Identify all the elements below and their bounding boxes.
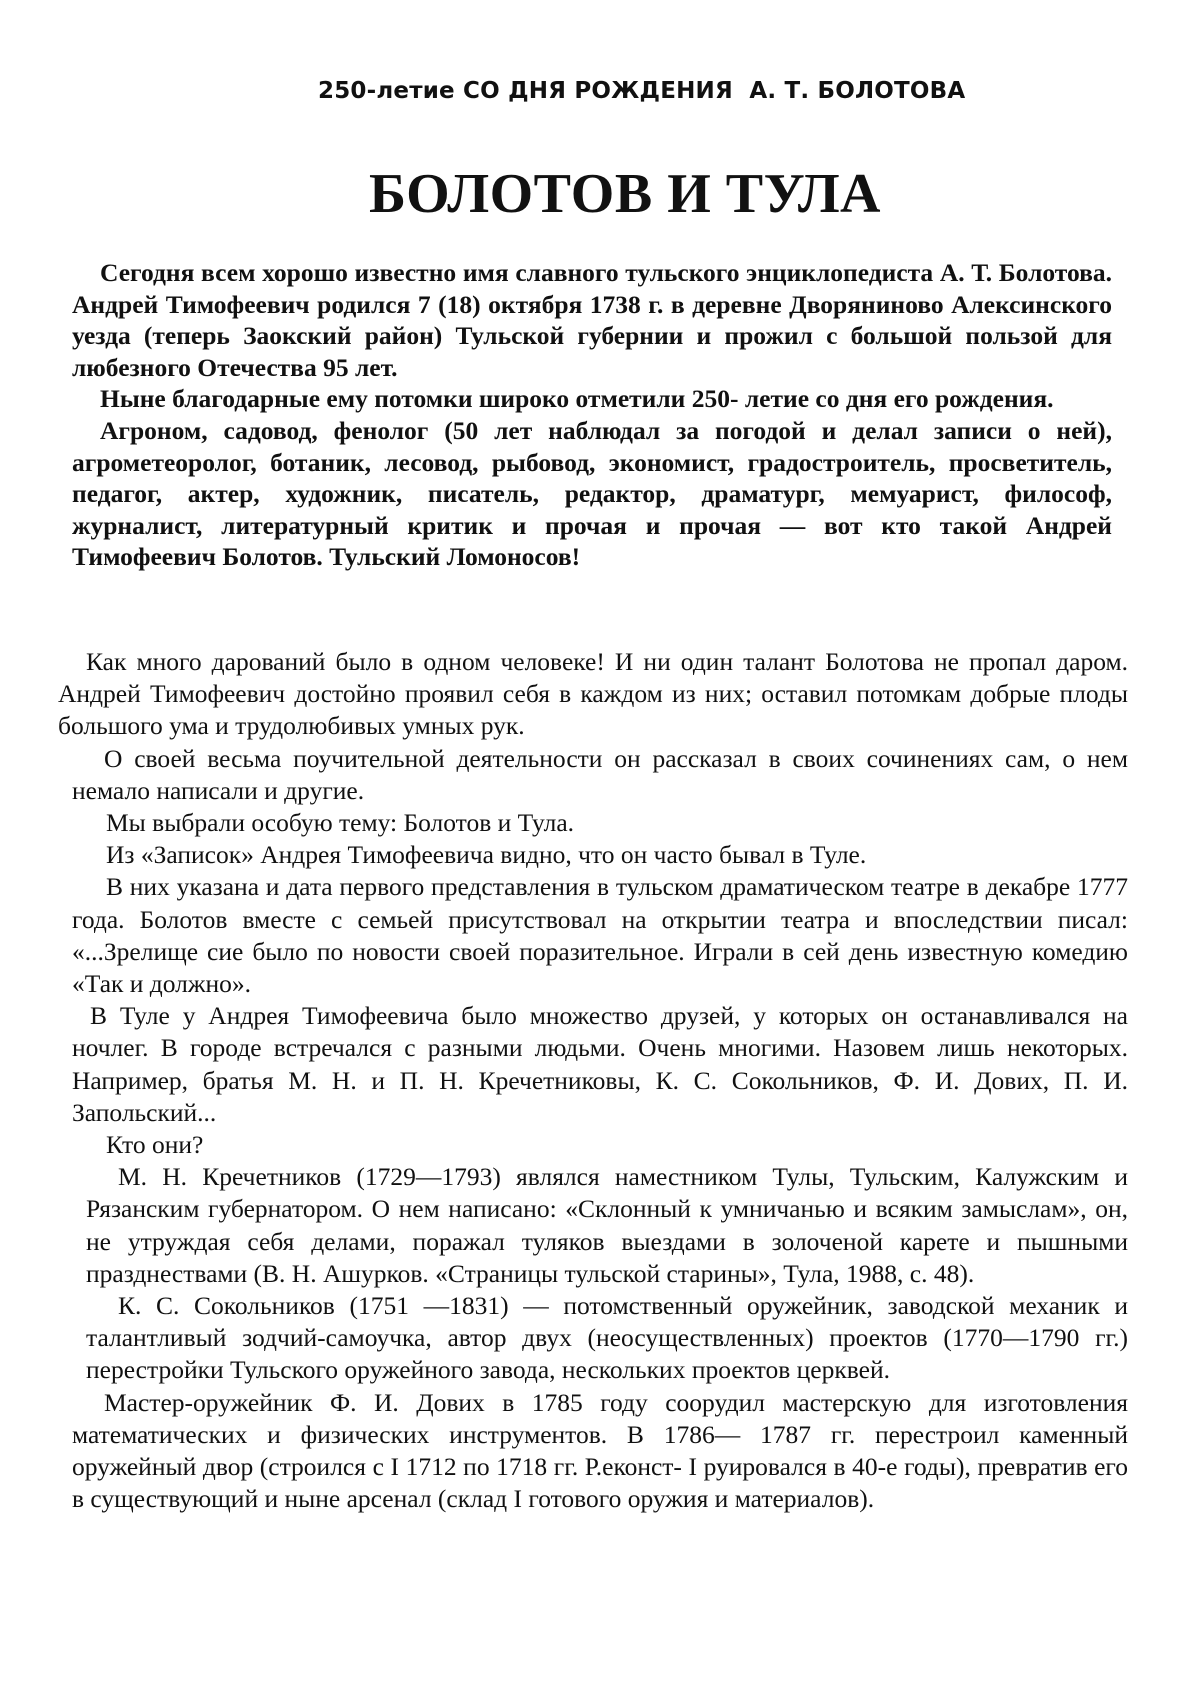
body-paragraph: М. Н. Кречетников (1729—1793) являлся наместником Тулы, Тульским, Калужским и Рязанским губернатором. О нем написано: «Склонный к умничанью и всяким замыслам», он, не утруждая себя делами, поражал туляков выездами в золоченой карете и пышными празднествами (В. Н. Ашурков. «Страницы тульской старины», Тула, 1988, с. 48). xyxy=(86,1162,1128,1288)
anniversary-kicker: 250-летие СО ДНЯ РОЖДЕНИЯ А. Т. БОЛОТОВА xyxy=(318,78,966,104)
body-paragraph: В них указана и дата первого представления в тульском драматическом театре в декабре 1777 года. Болотов вместе с семьей присутствовал на открытии театра и впоследствии писал: «...Зрелище сие было по новости своей поразительное. Играли в сей день известную комедию «Так и должно». xyxy=(72,872,1128,999)
body-paragraph: Мастер-оружейник Ф. И. Дових в 1785 году соорудил мастерскую для изготовления математических и физических инструментов. В 1786— 1787 гг. перестроил каменный оружейный двор (строился с I 1712 по 1718 гг. Р.еконст- I руировался в 40-е годы), превратив его в существующий и ныне арсенал (склад I готового оружия и материалов). xyxy=(72,1387,1128,1514)
lead-paragraph: Сегодня всем хорошо известно имя славного тульского энциклопедиста А. Т. Болотова. Андрей Тимофеевич родился 7 (18) октября 1738 г. в деревне Дворяниново Алексинского уезда (теперь Заокский район) Тульской губернии и прожил с большой пользой для любезного Отечества 95 лет. xyxy=(72,258,1112,382)
lead-paragraph: Ныне благодарные ему потомки широко отметили 250- летие со дня его рождения. xyxy=(100,384,1054,414)
body-paragraph: О своей весьма поучительной деятельности он рассказал в своих сочинениях сам, о нем немало написали и другие. xyxy=(72,743,1128,805)
body-paragraph: К. С. Сокольников (1751 —1831) — потомственный оружейник, заводской механик и талантливый зодчий-самоучка, автор двух (неосуществленных) проектов (1770—1790 гг.) перестройки Тульского оружейного завода, нескольких проектов церквей. xyxy=(86,1291,1128,1385)
lead-section xyxy=(72,257,1112,573)
body-paragraph: Мы выбрали особую тему: Болотов и Тула. xyxy=(106,808,575,838)
body-paragraph: В Туле у Андрея Тимофеевича было множество друзей, у которых он останавливался на ночлег. В городе встречался с разными людьми. Очень многими. Назовем лишь некоторых. Например, братья М. Н. и П. Н. Кречетниковы, К. С. Сокольников, Ф. И. Дових, П. И. Запольский... xyxy=(72,1001,1128,1127)
article-title: БОЛОТОВ И ТУЛА xyxy=(368,163,881,225)
body-paragraph: Как много дарований было в одном человеке! И ни один талант Болотова не пропал даром. Андрей Тимофеевич достойно проявил себя в каждом из них; оставил потомкам добрые плоды большого ума и трудолюбивых умных рук. xyxy=(58,647,1128,741)
body-paragraph: Кто они? xyxy=(106,1130,204,1160)
body-paragraph: Из «Записок» Андрея Тимофеевича видно, что он часто бывал в Туле. xyxy=(106,840,867,870)
article-body xyxy=(58,646,1128,1515)
lead-paragraph: Агроном, садовод, фенолог (50 лет наблюдал за погодой и делал записи о ней), агрометеоролог, ботаник, лесовод, рыбовод, экономист, градостроитель, просветитель, педагог, актер, художник, писатель, редактор, драматург, мемуарист, философ, журналист, литературный критик и прочая и прочая — вот кто такой Андрей Тимофеевич Болотов. Тульский Ломоносов! xyxy=(72,415,1112,572)
